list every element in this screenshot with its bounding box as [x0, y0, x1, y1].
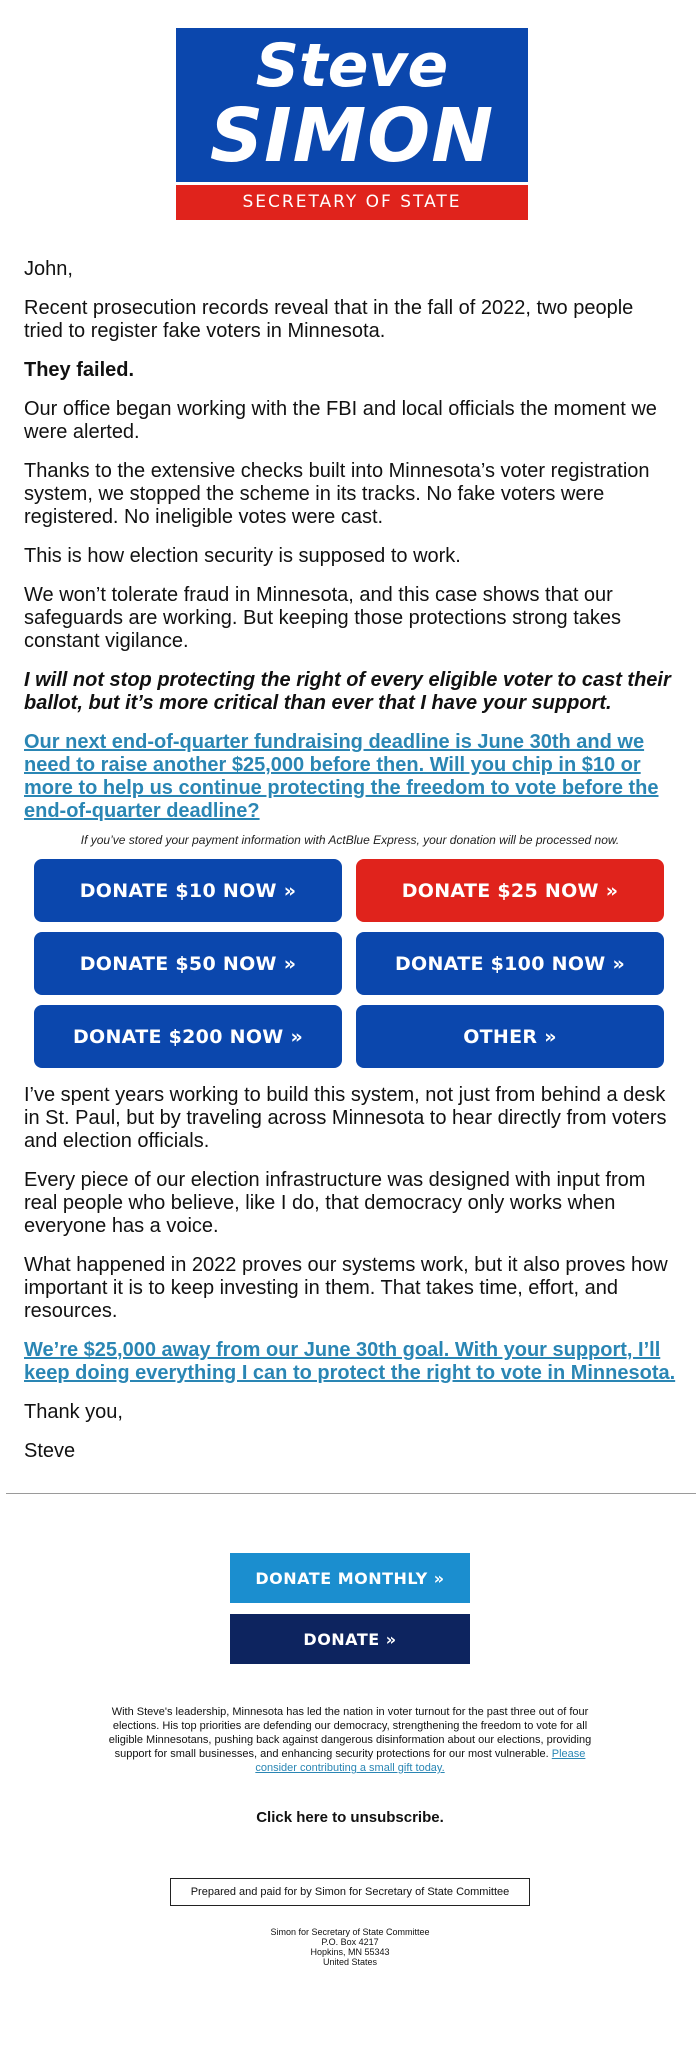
donate-50-button[interactable]: DONATE $50 NOW » — [34, 932, 342, 995]
unsubscribe-link[interactable]: Click here to unsubscribe. — [256, 1809, 444, 1826]
donate-200-button[interactable]: DONATE $200 NOW » — [34, 1005, 342, 1068]
logo-first-name: Steve — [255, 31, 449, 101]
campaign-logo — [176, 28, 528, 220]
donate-other-button[interactable]: OTHER » — [356, 1005, 664, 1068]
greeting: John, — [24, 258, 73, 280]
paragraph-security: This is how election security is supposed to work. — [24, 545, 461, 567]
donate-25-button[interactable]: DONATE $25 NOW » — [356, 859, 664, 922]
address-line-3: Hopkins, MN 55343 — [310, 1947, 390, 1957]
small-gift-link[interactable]: Please consider contributing a small gift today. — [255, 1748, 586, 1774]
signoff: Thank you, — [24, 1401, 123, 1423]
goal-link[interactable]: We’re $25,000 away from our June 30th goal. With your support, I’ll keep doing everything I can to protect the right to vote in Minnesota. — [24, 1339, 676, 1384]
paragraph-they-failed: They failed. — [24, 359, 135, 381]
logo-blue-panel — [176, 28, 528, 182]
paragraph-commitment: I will not stop protecting the right of every eligible voter to cast their ballot, but it’s more critical than ever that I have your support. — [24, 669, 671, 714]
address-line-2: P.O. Box 4217 — [321, 1937, 379, 1947]
paragraph-2022: What happened in 2022 proves our systems work, but it also proves how important it is to keep investing in them. That takes time, effort, and resources. — [24, 1254, 668, 1322]
paragraph-checks: Thanks to the extensive checks built into Minnesota’s voter registration system, we stopped the scheme in its tracks. No fake voters were registered. No ineligible votes were cast. — [24, 460, 650, 528]
about-blurb — [100, 1705, 600, 1775]
address-line-1: Simon for Secretary of State Committee — [270, 1927, 430, 1937]
actblue-express-note: If you’ve stored your payment information with ActBlue Express, your donation will be processed now. — [80, 833, 620, 847]
logo-tagline: SECRETARY OF STATE — [176, 185, 528, 220]
signature: Steve — [24, 1440, 76, 1462]
donate-monthly-button[interactable]: DONATE MONTHLY » — [230, 1553, 470, 1603]
donate-footer-button[interactable]: DONATE » — [230, 1614, 470, 1664]
paragraph-years: I’ve spent years working to build this system, not just from behind a desk in St. Paul, but by traveling across Minnesota to hear directly from voters and election officials. — [24, 1084, 667, 1152]
donate-100-button[interactable]: DONATE $100 NOW » — [356, 932, 664, 995]
footer-divider — [6, 1493, 696, 1494]
logo-last-name: SIMON — [209, 93, 495, 179]
paragraph-infrastructure: Every piece of our election infrastructure was designed with input from real people who believe, like I do, that democracy only works when everyone has a voice. — [24, 1169, 646, 1237]
donate-10-button[interactable]: DONATE $10 NOW » — [34, 859, 342, 922]
about-text: With Steve's leadership, Minnesota has led the nation in voter turnout for the past three out of four elections. His top priorities are defending our democracy, strengthening the freedom to vote for all eligible Minnesotans, pushing back against dangerous disinformation about our elections, providing support for small businesses, and enhancing security protections for our most vulnerable. — [108, 1706, 592, 1760]
paragraph-fbi: Our office began working with the FBI and local officials the moment we were alerted. — [24, 398, 657, 443]
mailing-address — [0, 1927, 700, 1967]
email-content — [24, 258, 676, 1479]
fundraising-ask-link[interactable]: Our next end-of-quarter fundraising deadline is June 30th and we need to raise another $25,000 before then. Will you chip in $10 or more to help us continue protecting the freedom to vote before the end-of-quarter deadline? — [24, 731, 659, 822]
paragraph-records: Recent prosecution records reveal that in the fall of 2022, two people tried to register fake voters in Minnesota. — [24, 297, 634, 342]
paid-for-by-box: Prepared and paid for by Simon for Secretary of State Committee — [170, 1878, 530, 1906]
address-line-4: United States — [322, 1957, 378, 1967]
donate-button-grid — [34, 859, 664, 1068]
paragraph-vigilance: We won’t tolerate fraud in Minnesota, and this case shows that our safeguards are working. But keeping those protections strong takes constant vigilance. — [24, 584, 622, 652]
